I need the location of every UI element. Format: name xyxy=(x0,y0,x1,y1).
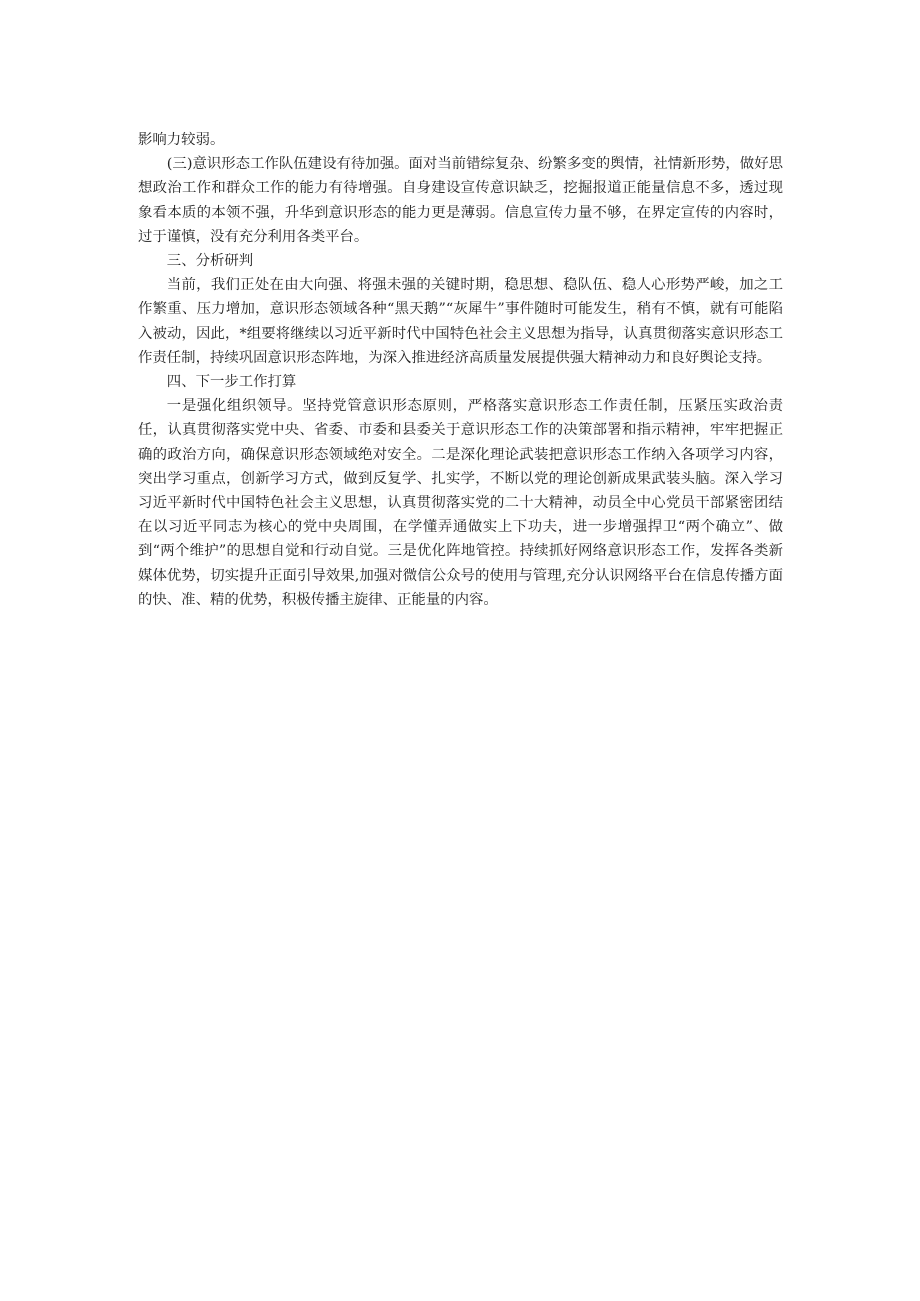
heading-next-steps: 四、下一步工作打算 xyxy=(166,374,297,391)
analysis-paragraph: 当前，我们正处在由大向强、将强未强的关键时期，稳思想、稳队伍、稳人心形势严峻，加之工作繁重、压力增加，意识形态领域各种“黑天鹅”“灰犀牛”事件随时可能发生，稍有不慎，就有可能陷入被动，因此，*组要将继续以习近平新时代中国特色社会主义思想为指导，认真贯彻落实意识形态工作责任制，持续巩固意识形态阵地，为深入推进经济高质量发展提供强大精神动力和良好舆论支持。 xyxy=(138,277,783,366)
section-three-item-paragraph: (三)意识形态工作队伍建设有待加强。面对当前错综复杂、纷繁多变的舆情，社情新形势，做好思想政治工作和群众工作的能力有待增强。自身建设宣传意识缺乏，挖掘报道正能量信息不多，透过现象看本质的本领不强，升华到意识形态的能力更是薄弱。信息宣传力量不够，在界定宣传的内容时，过于谨慎，没有充分利用各类平台。 xyxy=(138,156,783,245)
plan-paragraph: 一是强化组织领导。坚持党管意识形态原则，严格落实意识形态工作责任制，压紧压实政治责任，认真贯彻落实党中央、省委、市委和县委关于意识形态工作的决策部署和指示精神，牢牢把握正确的政治方向，确保意识形态领域绝对安全。二是深化理论武装把意识形态工作纳入各项学习内容，突出学习重点，创新学习方式，做到反复学、扎实学，不断以党的理论创新成果武装头脑。深入学习习近平新时代中国特色社会主义思想，认真贯彻落实党的二十大精神，动员全中心党员干部紧密团结在以习近平同志为核心的党中央周围，在学懂弄通做实上下功夫，进一步增强捍卫“两个确立”、做到“两个维护”的思想自觉和行动自觉。三是优化阵地管控。持续抓好网络意识形态工作，发挥各类新媒体优势，切实提升正面引导效果,加强对微信公众号的使用与管理,充分认识网络平台在信息传播方面的快、准、精的优势，积极传播主旋律、正能量的内容。 xyxy=(138,398,783,608)
heading-analysis: 三、分析研判 xyxy=(166,253,254,270)
continuation-paragraph: 影响力较弱。 xyxy=(138,132,225,148)
document-body xyxy=(138,128,783,612)
